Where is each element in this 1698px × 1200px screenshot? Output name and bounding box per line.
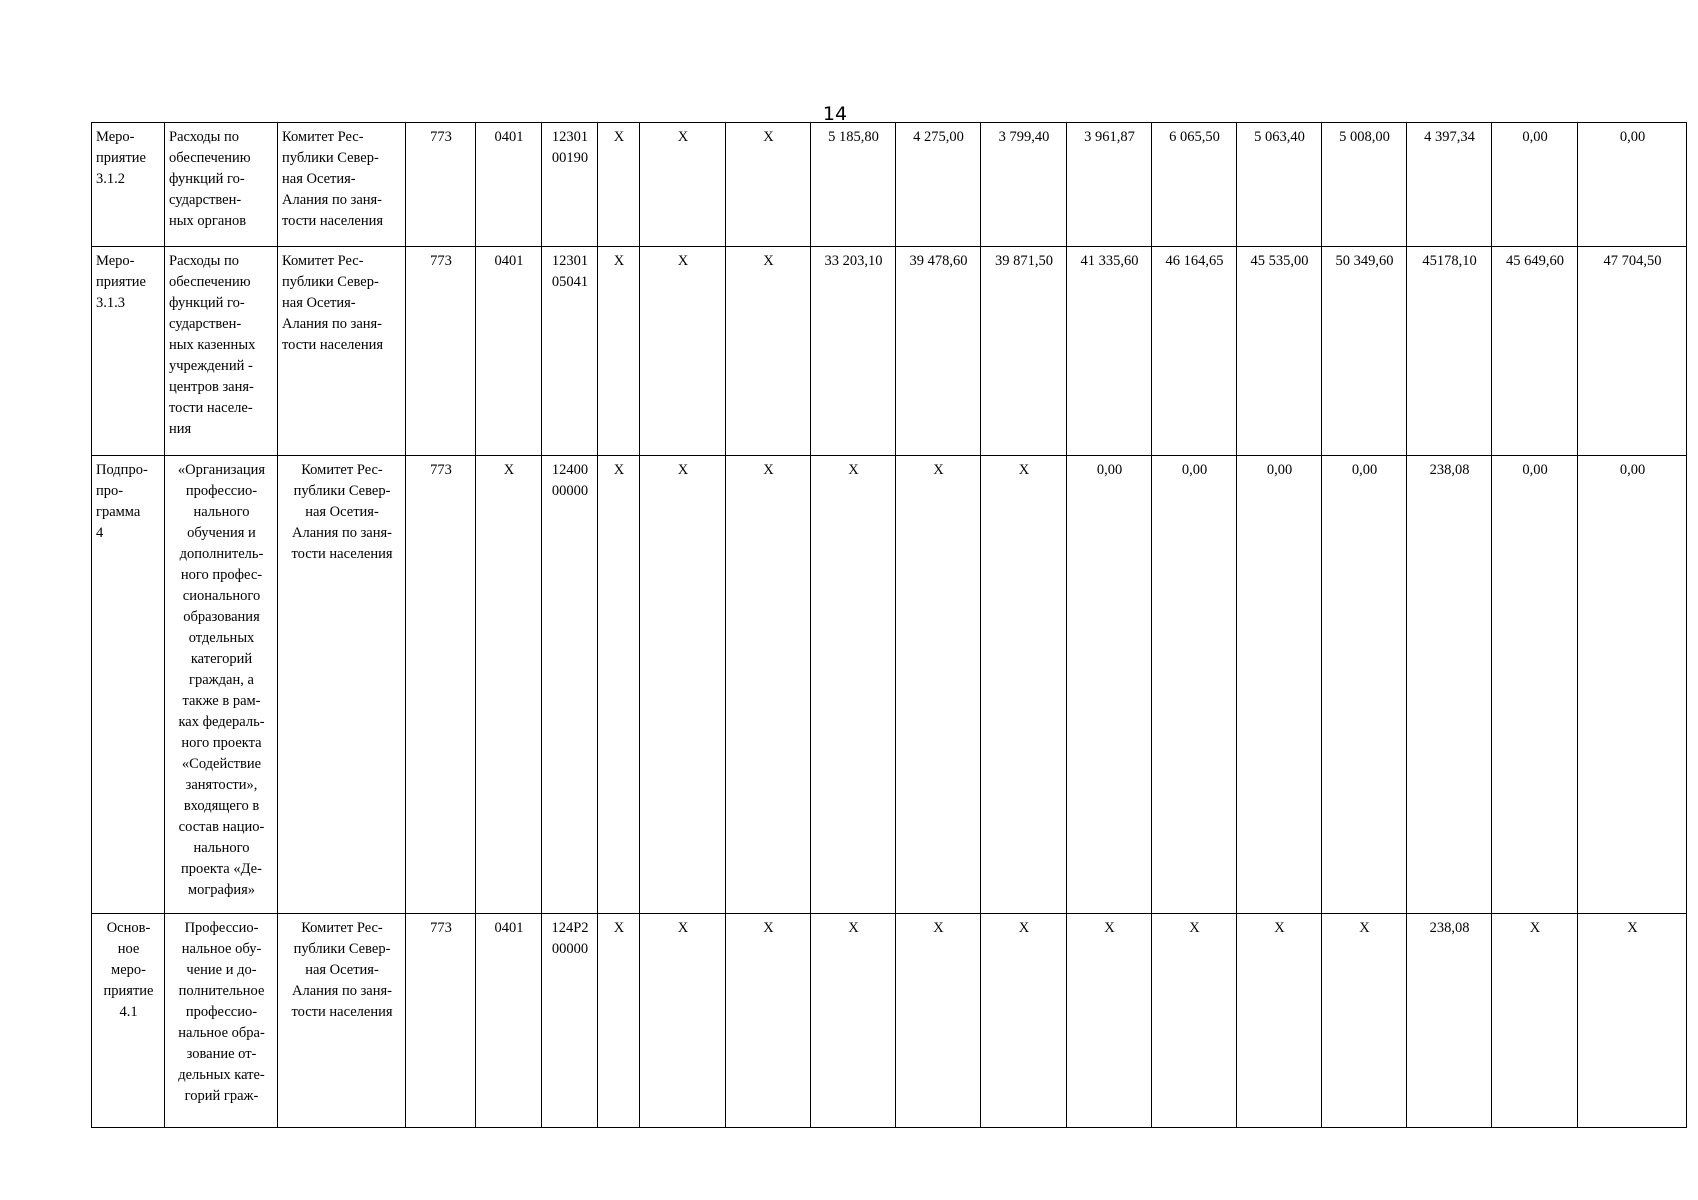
value-cell-text: X (1018, 462, 1030, 478)
program-name-cell-text: Основ- ное меро- приятие 4.1 (103, 920, 154, 1020)
value-cell (1407, 456, 1492, 914)
csr-cell (542, 914, 598, 1128)
code-cell (726, 247, 811, 456)
value-cell-text: 6 065,50 (1169, 129, 1220, 145)
table-row (92, 247, 1687, 456)
value-cell-text: X (848, 920, 859, 936)
value-cell-text: 33 203,10 (824, 253, 883, 269)
value-cell (1492, 123, 1578, 247)
code-cell (640, 914, 726, 1128)
value-cell (896, 456, 981, 914)
value-cell-text: 0,00 (1522, 462, 1548, 478)
program-name-cell-text: Меро- приятие 3.1.2 (96, 129, 146, 187)
value-cell-text: X (933, 920, 944, 936)
vr-cell-text: X (613, 920, 625, 936)
value-cell-text: X (933, 462, 944, 478)
value-cell (1578, 247, 1687, 456)
vr-cell-text: X (613, 462, 625, 478)
value-cell-text: 45 535,00 (1250, 253, 1309, 269)
value-cell (981, 123, 1067, 247)
value-cell (1407, 914, 1492, 1128)
value-cell (1237, 247, 1322, 456)
executor-cell (278, 123, 406, 247)
description-cell-text: Расходы по обеспечению функций го- сударствен- ных казенных учреждений - центров заня- тости населе- ния (169, 253, 256, 437)
code-cell-text: X (677, 462, 689, 478)
value-cell-text: 5 008,00 (1339, 129, 1390, 145)
value-cell-text: 238,08 (1429, 920, 1470, 936)
code-cell-text: X (763, 253, 774, 269)
grbs-cell-text: 773 (430, 129, 452, 145)
value-cell (1492, 456, 1578, 914)
grbs-cell-text: 773 (430, 920, 452, 936)
code-cell-text: X (677, 129, 689, 145)
grbs-cell (406, 456, 476, 914)
value-cell (1237, 456, 1322, 914)
program-name-cell (92, 914, 165, 1128)
value-cell-text: 5 063,40 (1254, 129, 1305, 145)
value-cell (1237, 914, 1322, 1128)
description-cell-text: Расходы по обеспечению функций го- сударствен- ных органов (169, 129, 251, 229)
vr-cell (598, 123, 640, 247)
value-cell-text: 4 275,00 (913, 129, 964, 145)
value-cell-text: X (1627, 920, 1638, 936)
csr-cell (542, 247, 598, 456)
vr-cell (598, 914, 640, 1128)
value-cell-text: 39 478,60 (909, 253, 968, 269)
grbs-cell (406, 247, 476, 456)
value-cell-text: X (1104, 920, 1115, 936)
value-cell (1578, 123, 1687, 247)
value-cell-text: 0,00 (1522, 129, 1548, 145)
code-cell (726, 914, 811, 1128)
program-name-cell (92, 247, 165, 456)
value-cell-text: 0,00 (1619, 129, 1646, 145)
code-cell (640, 456, 726, 914)
value-cell (1322, 123, 1407, 247)
value-cell-text: X (1274, 920, 1285, 936)
value-cell-text: 0,00 (1351, 462, 1378, 478)
value-cell-text: 41 335,60 (1080, 253, 1139, 269)
value-cell (1152, 914, 1237, 1128)
program-name-cell-text: Подпро- про- грамма 4 (96, 462, 148, 541)
value-cell-text: X (1189, 920, 1200, 936)
value-cell (811, 247, 896, 456)
value-cell-text: 45178,10 (1422, 253, 1477, 269)
value-cell-text: 0,00 (1619, 462, 1646, 478)
table-row (92, 456, 1687, 914)
csr-cell-text: 124P2 00000 (551, 920, 589, 957)
code-cell-text: X (677, 920, 689, 936)
code-cell-text: X (763, 920, 774, 936)
budget-table (91, 122, 1687, 1128)
grbs-cell-text: 773 (430, 462, 452, 478)
table-row (92, 914, 1687, 1128)
vr-cell (598, 456, 640, 914)
value-cell (811, 456, 896, 914)
executor-cell (278, 914, 406, 1128)
rzpr-cell-text: 0401 (494, 129, 524, 145)
description-cell-text: «Организация профессио- нального обучения и дополнитель- ного профес- сионального образования отдельных категорий граждан, а также в рам- ках федераль- ного проекта «Содействие занятости», входящего в состав нацио- нального проекта «Де- мография» (177, 462, 266, 898)
value-cell (811, 123, 896, 247)
value-cell-text: X (1018, 920, 1030, 936)
executor-cell-text: Комитет Рес- публики Север- ная Осетия- Алания по заня- тости населения (291, 920, 393, 1020)
executor-cell (278, 247, 406, 456)
value-cell-text: 0,00 (1096, 462, 1123, 478)
value-cell (1407, 123, 1492, 247)
value-cell (896, 247, 981, 456)
csr-cell (542, 123, 598, 247)
executor-cell (278, 456, 406, 914)
value-cell-text: 3 961,87 (1084, 129, 1135, 145)
description-cell-text: Профессио- нальное обу- чение и до- полнительное профессио- нальное обра- зование от- дельных кате- горий граж- (178, 920, 265, 1104)
value-cell-text: X (848, 462, 859, 478)
code-cell (640, 123, 726, 247)
value-cell (811, 914, 896, 1128)
value-cell (1492, 914, 1578, 1128)
value-cell (896, 914, 981, 1128)
value-cell-text: 238,08 (1429, 462, 1470, 478)
code-cell-text: X (763, 129, 774, 145)
value-cell (1322, 456, 1407, 914)
value-cell-text: 3 799,40 (998, 129, 1050, 145)
value-cell-text: 47 704,50 (1603, 253, 1662, 269)
rzpr-cell (476, 914, 542, 1128)
value-cell (1067, 456, 1152, 914)
csr-cell-text: 12301 00190 (551, 129, 589, 166)
rzpr-cell (476, 123, 542, 247)
value-cell-text: 39 871,50 (995, 253, 1053, 269)
code-cell-text: X (763, 462, 774, 478)
page-number: 14 (822, 103, 848, 125)
value-cell (1067, 123, 1152, 247)
program-name-cell (92, 123, 165, 247)
executor-cell-text: Комитет Рес- публики Север- ная Осетия- Алания по заня- тости населения (282, 253, 384, 353)
value-cell (1152, 247, 1237, 456)
value-cell-text: 45 649,60 (1506, 253, 1564, 269)
value-cell (1067, 247, 1152, 456)
value-cell (896, 123, 981, 247)
value-cell (1067, 914, 1152, 1128)
executor-cell-text: Комитет Рес- публики Север- ная Осетия- Алания по заня- тости населения (291, 462, 393, 562)
value-cell (981, 914, 1067, 1128)
value-cell (1407, 247, 1492, 456)
value-cell-text: 5 185,80 (828, 129, 879, 145)
csr-cell-text: 12400 00000 (551, 462, 589, 499)
vr-cell-text: X (613, 129, 625, 145)
value-cell (981, 247, 1067, 456)
csr-cell (542, 456, 598, 914)
rzpr-cell (476, 247, 542, 456)
value-cell (1578, 914, 1687, 1128)
value-cell (1322, 247, 1407, 456)
rzpr-cell-text: X (503, 462, 515, 478)
value-cell (1492, 247, 1578, 456)
program-name-cell (92, 456, 165, 914)
grbs-cell (406, 123, 476, 247)
value-cell-text: 0,00 (1266, 462, 1293, 478)
table-row (92, 123, 1687, 247)
value-cell-text: X (1359, 920, 1370, 936)
code-cell (640, 247, 726, 456)
description-cell (165, 123, 278, 247)
rzpr-cell-text: 0401 (494, 253, 524, 269)
value-cell-text: 0,00 (1181, 462, 1208, 478)
code-cell (726, 456, 811, 914)
rzpr-cell (476, 456, 542, 914)
value-cell (1152, 456, 1237, 914)
description-cell (165, 914, 278, 1128)
csr-cell-text: 12301 05041 (551, 253, 589, 290)
grbs-cell (406, 914, 476, 1128)
value-cell-text: 50 349,60 (1335, 253, 1394, 269)
value-cell (1578, 456, 1687, 914)
value-cell-text: 46 164,65 (1165, 253, 1224, 269)
value-cell (1322, 914, 1407, 1128)
value-cell (981, 456, 1067, 914)
vr-cell-text: X (613, 253, 625, 269)
description-cell (165, 456, 278, 914)
vr-cell (598, 247, 640, 456)
rzpr-cell-text: 0401 (494, 920, 524, 936)
value-cell-text: X (1529, 920, 1541, 936)
value-cell (1237, 123, 1322, 247)
program-name-cell-text: Меро- приятие 3.1.3 (96, 253, 146, 311)
code-cell-text: X (677, 253, 689, 269)
description-cell (165, 247, 278, 456)
executor-cell-text: Комитет Рес- публики Север- ная Осетия- Алания по заня- тости населения (282, 129, 384, 229)
value-cell-text: 4 397,34 (1424, 129, 1475, 145)
grbs-cell-text: 773 (430, 253, 452, 269)
value-cell (1152, 123, 1237, 247)
code-cell (726, 123, 811, 247)
